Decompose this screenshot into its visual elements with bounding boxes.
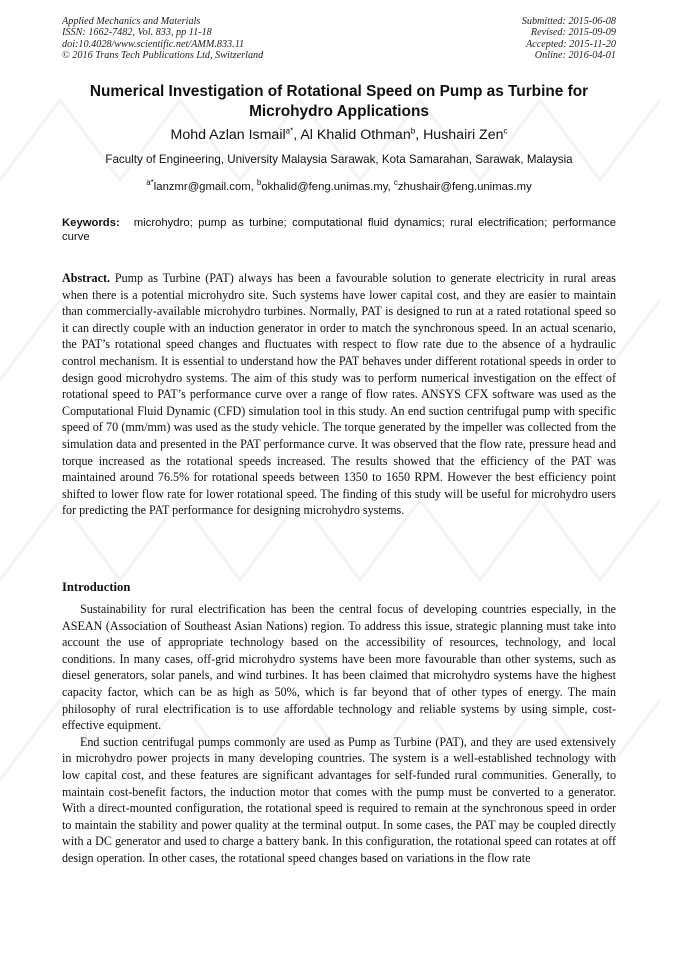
abstract-text: Pump as Turbine (PAT) always has been a favourable solution to generate electricity in rural areas when there is a potential microhydro site. Such systems have lower capital cost, and they are easier to maintain than commercially-available microhydro turbines. Normally, PAT is designed to run at a rated rotational speed so it can directly couple with an induction generator in order to match the synchronous speed. In an actual scenario, the PAT’s rotational speed changes and fluctuates with respect to flow rate due to the absence of a hydraulic control mechanism. It is essential to understand how the PAT behaves under different rotational speeds in order to design good microhydro systems. The aim of this study was to perform numerical investigation on the effect of rotational speed to PAT’s performance curve over a range of flow rates. ANSYS CFX software was used as the Computational Fluid Dynamic (CFD) simulation tool in this study. An end suction centrifugal pump with specific speed of 70 (mm/mm) was used as the study vehicle. The torque generated by the impeller was collected from the simulation data and presented in the PAT performance curve. It was observed that the flow rate, pressure head and torque increased as the rotational speeds increased. The results showed that the efficiency of the PAT was maintained around 76.5% for rotational speeds between 1350 to 1650 RPM. However the best efficiency point shifted to lower flow rate for lower rotational speed. The finding of this study will be useful for microhydro users for predicting the PAT performance for designing microhydro systems. <box>62 271 616 518</box>
introduction-body <box>62 601 616 867</box>
author-emails: $^{a*}$lanzmr@gmail.com, $^b$okhalid@feng.unimas.my, $^c$zhushair@feng.unimas.my <box>146 178 532 193</box>
affiliation: Faculty of Engineering, University Malaysia Sarawak, Kota Samarahan, Sarawak, Malaysia <box>105 153 573 166</box>
journal-name: Applied Mechanics and Materials <box>62 16 201 27</box>
email-sup: a* <box>146 178 154 188</box>
online-date: Online: 2016-04-01 <box>534 50 616 62</box>
email-sup: b <box>256 178 262 188</box>
author-name: Hushairi Zen <box>423 127 504 143</box>
revised-date: Revised: 2015-09-09 <box>530 27 616 39</box>
submission-dates <box>522 16 616 62</box>
email-address[interactable]: lanzmr@gmail.com <box>153 181 251 193</box>
keywords-text: microhydro; pump as turbine; computational fluid dynamics; rural electrification; performance curve <box>62 217 616 243</box>
section-heading-introduction: Introduction <box>62 580 131 594</box>
author-sup: b <box>410 126 416 136</box>
email-sup: c <box>393 178 398 188</box>
copyright-line: © 2016 Trans Tech Publications Ltd, Switzerland <box>62 50 264 62</box>
abstract-label: Abstract. <box>62 271 111 285</box>
accepted-date: Accepted: 2015-11-20 <box>525 38 616 50</box>
paper-title: Numerical Investigation of Rotational Speed on Pump as Turbine for Microhydro Applications <box>89 83 589 120</box>
doi-line: doi:10.4028/www.scientific.net/AMM.833.11 <box>62 38 245 50</box>
email-address[interactable]: zhushair@feng.unimas.my <box>397 181 532 193</box>
keywords-label: Keywords: <box>62 217 120 229</box>
email-address[interactable]: okhalid@feng.unimas.my <box>261 181 388 193</box>
author-name: Al Khalid Othman <box>300 127 411 143</box>
journal-info <box>62 16 263 62</box>
abstract <box>62 270 616 519</box>
submitted-date: Submitted: 2015-06-08 <box>521 16 616 27</box>
paragraph: End suction centrifugal pumps commonly are used as Pump as Turbine (PAT), and they are used extensively in microhydro power projects in many developing countries. The system is a well-established technology with low capital cost, and these features are significant advantages for self-funded rural communities. Generally, to maintain cost-benefit factors, the induction motor that comes with the pump must be converted to a generator. With a direct-mounted configuration, the rotational speed is required to remain at the synchronous speed in order to maintain the stability and power quality at the terminal output. In some cases, the PAT may be coupled directly with a DC generator and used to charge a battery bank. In this configuration, the rotational speed can rotates at off design operation. In other cases, the rotational speed changes based on variations in the flow rate <box>62 734 616 865</box>
author-list: Mohd Azlan Ismail$^{a*}$, Al Khalid Othman$^b$, Hushairi Zen$^c$ <box>170 126 508 143</box>
issn-line: ISSN: 1662-7482, Vol. 833, pp 11-18 <box>62 27 212 39</box>
author-sup: a* <box>285 126 294 136</box>
keywords <box>62 217 616 244</box>
author-sup: c <box>503 126 508 136</box>
paragraph: Sustainability for rural electrification has been the central focus of developing countries especially, in the ASEAN (Association of Southeast Asian Nations) region. To address this issue, strategic planning must take into account the use of appropriate technology based on the accessibility of resources, technology, and local conditions. In many cases, off-grid microhydro systems have been more favourable than other systems, such as diesel generators, solar panels, and wind turbines. It has been claimed that microhydro systems have the highest capacity factor, which can be as high as 50%, which is far beyond that of other types of energy. The main philosophy of rural electrification is to use affordable technology and reliable systems by using simple, cost-effective equipment. <box>62 602 616 733</box>
author-name: Mohd Azlan Ismail <box>170 127 286 143</box>
